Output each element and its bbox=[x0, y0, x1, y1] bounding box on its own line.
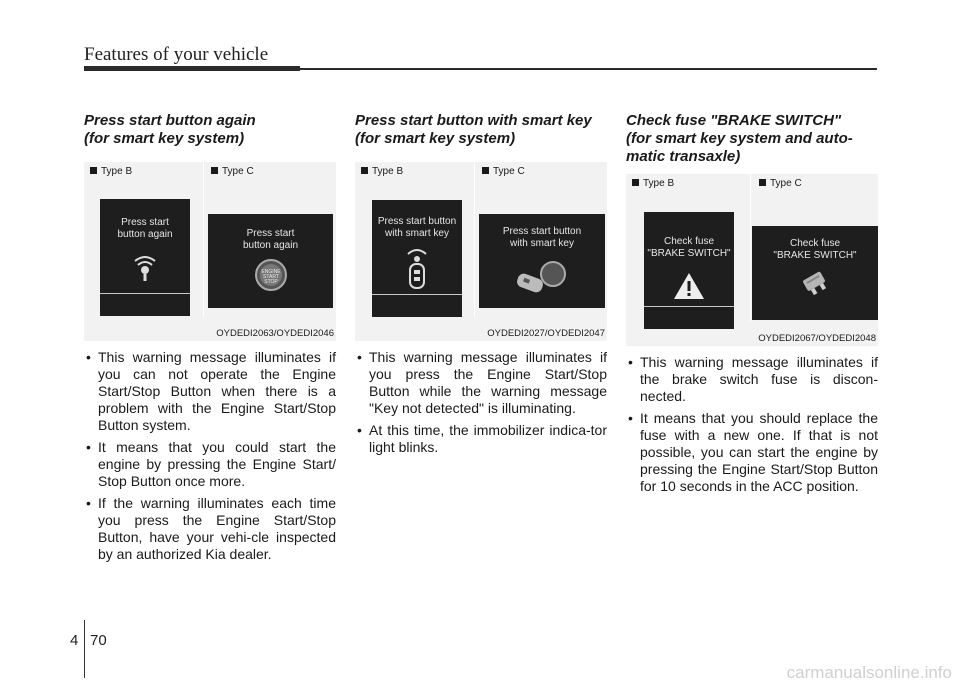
bullet-item: • This warning message illuminates if the brake switch fuse is discon-nected. bbox=[626, 354, 878, 405]
type-c-label: Type C bbox=[759, 178, 802, 189]
figure-code: OYDEDI2067/OYDEDI2048 bbox=[758, 333, 876, 344]
column-heading: Press start button again (for smart key system) bbox=[84, 112, 256, 147]
screen-type-c: Press start button with smart key bbox=[479, 214, 605, 308]
column-heading: Press start button with smart key (for smart key system) bbox=[355, 112, 592, 147]
chapter-number: 4 bbox=[70, 632, 79, 649]
bullet-item: • It means that you should replace the fuse with a new one. If that is not possible, you can start the engine by pressing the Engine Start/Stop Button for 10 seconds in the ACC position. bbox=[626, 410, 878, 495]
bullet-item: • If the warning illuminates each time you press the Engine Start/Stop Button, have your vehi-cle inspected by an authorized Kia dealer. bbox=[84, 495, 336, 563]
key-fob-icon bbox=[404, 244, 430, 290]
column-start-button-again bbox=[84, 112, 336, 568]
figure-divider bbox=[750, 174, 751, 322]
type-c-label: Type C bbox=[211, 166, 254, 177]
bullet-list bbox=[355, 349, 607, 456]
figure bbox=[84, 162, 336, 341]
key-fob-icon bbox=[130, 251, 160, 283]
screen-type-b: Press start button with smart key bbox=[372, 200, 462, 317]
figure-code: OYDEDI2063/OYDEDI2046 bbox=[216, 328, 334, 339]
svg-text:ENGINE: ENGINE bbox=[261, 269, 281, 275]
warning-triangle-icon bbox=[673, 272, 705, 300]
engine-start-stop-button-icon bbox=[254, 258, 288, 292]
bullet-item: • At this time, the immobilizer indica-tor light blinks. bbox=[355, 422, 607, 456]
figure bbox=[355, 162, 607, 341]
screen-type-b: Press start button again bbox=[100, 199, 190, 316]
key-fob-icon bbox=[511, 258, 573, 298]
svg-text:STOP: STOP bbox=[264, 279, 278, 285]
fuse-icon bbox=[800, 270, 830, 296]
screen-type-c: Press start button again ENGINE START STOP bbox=[208, 214, 333, 308]
screen-type-c: Check fuse "BRAKE SWITCH" bbox=[752, 226, 878, 320]
type-b-label: Type B bbox=[90, 166, 132, 177]
watermark: carmanualsonline.info bbox=[786, 663, 952, 682]
column-check-fuse bbox=[626, 112, 878, 500]
section-title: Features of your vehicle bbox=[84, 44, 269, 65]
type-c-label: Type C bbox=[482, 166, 525, 177]
type-b-label: Type B bbox=[361, 166, 403, 177]
bullet-item: • This warning message illuminates if you can not operate the Engine Start/Stop Button when there is a problem with the Engine Start/Stop Button system. bbox=[84, 349, 336, 434]
figure-divider bbox=[203, 162, 204, 317]
page-number: 70 bbox=[90, 632, 107, 649]
bullet-list bbox=[626, 354, 878, 495]
svg-text:START: START bbox=[263, 274, 279, 280]
bullet-item: • This warning message illuminates if you press the Engine Start/Stop Button while the warning message "Key not detected" is illuminating. bbox=[355, 349, 607, 417]
bullet-list bbox=[84, 349, 336, 563]
bullet-item: • It means that you could start the engine by pressing the Engine Start/ Stop Button once more. bbox=[84, 439, 336, 490]
figure-divider bbox=[474, 162, 475, 317]
header-rule-thin bbox=[300, 68, 877, 70]
figure bbox=[626, 174, 878, 346]
type-b-label: Type B bbox=[632, 178, 674, 189]
header-rule-thick bbox=[84, 66, 300, 71]
column-start-button-smart-key bbox=[355, 112, 607, 461]
column-heading: Check fuse "BRAKE SWITCH" (for smart key system and auto- matic transaxle) bbox=[626, 112, 853, 165]
figure-code: OYDEDI2027/OYDEDI2047 bbox=[487, 328, 605, 339]
screen-type-b: Check fuse "BRAKE SWITCH" bbox=[644, 212, 734, 329]
page-number-separator bbox=[84, 620, 85, 678]
